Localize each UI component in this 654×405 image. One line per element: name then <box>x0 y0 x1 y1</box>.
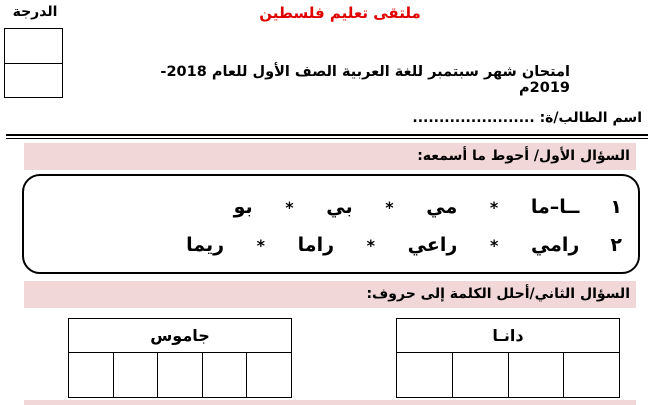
letter-cell[interactable] <box>563 353 619 397</box>
letter-cell[interactable] <box>508 353 564 397</box>
separator-star: * <box>256 236 266 255</box>
header-divider-thick <box>6 134 648 136</box>
syllable[interactable]: راما <box>297 234 335 256</box>
letter-cell[interactable] <box>69 353 113 397</box>
question2-title-band <box>24 281 636 308</box>
next-question-band <box>24 400 636 405</box>
syllable[interactable]: ريما <box>186 234 225 256</box>
row-number: ٢ <box>610 234 622 256</box>
syllable[interactable]: مي <box>426 196 458 218</box>
letter-cell[interactable] <box>202 353 247 397</box>
reading-row-1 <box>184 196 622 230</box>
syllable[interactable]: بي <box>326 196 353 218</box>
letter-cell[interactable] <box>157 353 202 397</box>
syllable[interactable]: رامي <box>530 234 580 256</box>
letter-cell[interactable] <box>397 353 452 397</box>
question1-title: السؤال الأول/ أحوط ما أسمعه: <box>417 148 630 164</box>
header-divider-thin <box>6 138 648 139</box>
grade-box-divider <box>5 63 62 64</box>
grade-label: الدرجة <box>12 4 58 20</box>
letter-cell[interactable] <box>452 353 508 397</box>
student-name-field[interactable]: اسم الطالب/ة: ....................... <box>412 110 642 126</box>
row-number: ١ <box>610 196 622 218</box>
separator-star: * <box>385 198 394 217</box>
site-title: ملتقى تعليم فلسطين <box>259 4 421 22</box>
reading-row-2 <box>184 234 622 268</box>
separator-star: * <box>366 236 376 255</box>
question1-title-band <box>24 143 636 170</box>
word-box-jamous <box>68 318 292 398</box>
question2-title: السؤال الثاني/أحلل الكلمة إلى حروف: <box>366 286 630 302</box>
word-label: جاموس <box>69 319 291 353</box>
separator-star: * <box>489 198 499 217</box>
letter-cell[interactable] <box>246 353 291 397</box>
separator-star: * <box>285 198 294 217</box>
grade-box[interactable] <box>4 28 63 98</box>
syllable[interactable]: بو <box>233 196 253 218</box>
exam-title: امتحان شهر سبتمبر للغة العربية الصف الأول للعام 2018-2019م <box>160 64 570 96</box>
reading-box <box>22 174 640 274</box>
word-label: دانـا <box>397 319 619 353</box>
separator-star: * <box>489 236 499 255</box>
word-box-dana <box>396 318 620 398</box>
syllable[interactable]: ــا–ما <box>530 196 580 218</box>
syllable[interactable]: راعي <box>407 234 458 256</box>
letter-cell[interactable] <box>113 353 158 397</box>
